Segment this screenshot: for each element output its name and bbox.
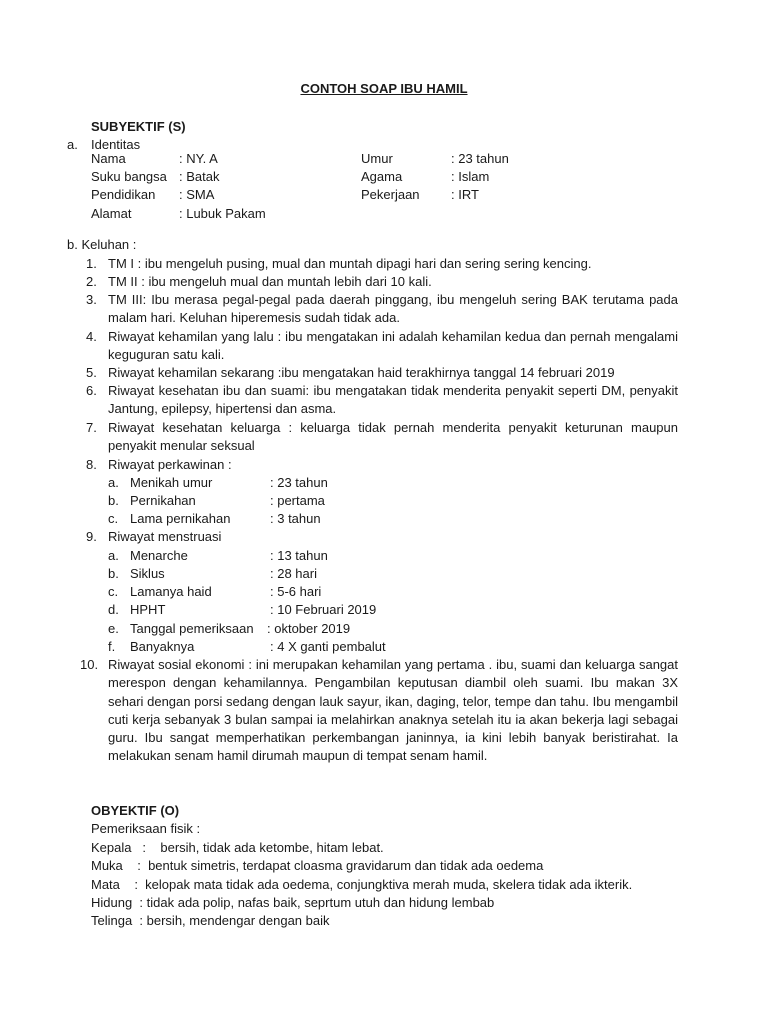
- sub-label: Tanggal pemeriksaan: [130, 621, 254, 636]
- list-item: Riwayat kesehatan keluarga : keluarga tidak pernah menderita penyakit keturunan maupun penyakit menular seksual: [108, 420, 678, 454]
- list-number: 8.: [86, 457, 97, 472]
- list-number: 10.: [80, 657, 99, 672]
- list-item: TM I : ibu mengeluh pusing, mual dan muntah dipagi hari dan sering sering kencing.: [108, 256, 592, 271]
- exam-item-mata: Mata : kelopak mata tidak ada oedema, conjungktiva merah muda, skelera tidak ada ikterik.: [91, 877, 633, 892]
- list-number: 5.: [86, 365, 97, 380]
- sub-value: : pertama: [270, 493, 325, 508]
- sub-marker: c.: [108, 511, 119, 526]
- keluhan-label: b. Keluhan :: [67, 237, 137, 252]
- list-item: TM III: Ibu merasa pegal-pegal pada daerah pinggang, ibu mengeluh sering BAK terutama pada malam hari. Keluhan hiperemesis sudah tidak ada.: [108, 292, 678, 326]
- identitas-label: Alamat: [91, 206, 132, 221]
- sub-label: Siklus: [130, 566, 165, 581]
- list-item: Riwayat kehamilan sekarang :ibu mengatakan haid terakhirnya tanggal 14 februari 2019: [108, 365, 615, 380]
- identitas-value: : Lubuk Pakam: [179, 206, 266, 221]
- identitas-value: : SMA: [179, 187, 215, 202]
- exam-item-kepala: Kepala : bersih, tidak ada ketombe, hitam lebat.: [91, 840, 384, 855]
- sub-marker: d.: [108, 602, 119, 617]
- identitas-label: Umur: [361, 151, 393, 166]
- identitas-value: : Islam: [451, 169, 490, 184]
- sub-marker: e.: [108, 621, 119, 636]
- objektif-heading: OBYEKTIF (O): [91, 803, 180, 818]
- identitas-label: Suku bangsa: [91, 169, 167, 184]
- sub-value: : 28 hari: [270, 566, 317, 581]
- sub-label: Lama pernikahan: [130, 511, 231, 526]
- sub-label: Pernikahan: [130, 493, 196, 508]
- list-number: 6.: [86, 383, 97, 398]
- sub-value: : oktober 2019: [267, 621, 351, 636]
- sub-marker: f.: [108, 639, 116, 654]
- list-item: Riwayat sosial ekonomi : ini merupakan kehamilan yang pertama . ibu, suami dan keluarga sangat merespon dengan kehamilannya. Pengambilan keputusan diambil oleh suami. Ibu makan 3X sehari dengan porsi sedang dengan lauk sayur, ikan, daging, telor, tempe dan tahu. Ibu mengambil cuti kerja sebanyak 3 bulan sampai ia melahirkan anaknya setelah itu ia akan bekerja lagi sebagai guru. Ibu sangat memperhatikan perkembangan janinnya, ia kini lebih banyak beristirahat. Ia melakukan senam hamil dirumah maupun di tempat senam hamil.: [108, 657, 678, 764]
- sub-marker: b.: [108, 493, 119, 508]
- list-item: Riwayat kehamilan yang lalu : ibu mengatakan ini adalah kehamilan kedua dan pernah mengalami keguguran satu kali.: [108, 329, 678, 363]
- sub-value: : 23 tahun: [270, 475, 328, 490]
- list-number: 2.: [86, 274, 97, 289]
- list-number: 1.: [86, 256, 97, 271]
- list-item: Riwayat kesehatan ibu dan suami: ibu mengatakan tidak menderita penyakit seperti DM, penyakit Jantung, epilepsy, hipertensi dan asma.: [108, 383, 678, 417]
- exam-item-telinga: Telinga : bersih, mendengar dengan baik: [91, 913, 330, 928]
- list-number: 7.: [86, 420, 97, 435]
- page-title: CONTOH SOAP IBU HAMIL: [300, 81, 468, 96]
- section-a-marker: a.: [67, 137, 78, 152]
- identitas-value: : NY. A: [179, 151, 218, 166]
- sub-value: : 4 X ganti pembalut: [270, 639, 386, 654]
- sub-label: Lamanya haid: [130, 584, 212, 599]
- identitas-label: Pendidikan: [91, 187, 156, 202]
- sub-label: Menikah umur: [130, 475, 213, 490]
- sub-marker: b.: [108, 566, 119, 581]
- exam-item-hidung: Hidung : tidak ada polip, nafas baik, seprtum utuh dan hidung lembab: [91, 895, 495, 910]
- list-item: Riwayat menstruasi: [108, 529, 222, 544]
- section-a-label: Identitas: [91, 137, 141, 152]
- identitas-value: : 23 tahun: [451, 151, 509, 166]
- sub-value: : 3 tahun: [270, 511, 321, 526]
- pemeriksaan-fisik-label: Pemeriksaan fisik :: [91, 821, 201, 836]
- sub-label: Menarche: [130, 548, 188, 563]
- identitas-value: : IRT: [451, 187, 479, 202]
- identitas-value: : Batak: [179, 169, 220, 184]
- identitas-label: Nama: [91, 151, 126, 166]
- identitas-label: Pekerjaan: [361, 187, 420, 202]
- list-item: Riwayat perkawinan :: [108, 457, 232, 472]
- list-item: TM II : ibu mengeluh mual dan muntah lebih dari 10 kali.: [108, 274, 432, 289]
- list-number: 4.: [86, 329, 97, 344]
- sub-marker: a.: [108, 548, 119, 563]
- list-number: 3.: [86, 292, 97, 307]
- sub-value: : 10 Februari 2019: [270, 602, 377, 617]
- sub-label: HPHT: [130, 602, 166, 617]
- identitas-label: Agama: [361, 169, 403, 184]
- sub-value: : 5-6 hari: [270, 584, 322, 599]
- exam-item-muka: Muka : bentuk simetris, terdapat cloasma gravidarum dan tidak ada oedema: [91, 858, 544, 873]
- subjektif-heading: SUBYEKTIF (S): [91, 119, 186, 134]
- sub-marker: c.: [108, 584, 119, 599]
- list-number: 9.: [86, 529, 97, 544]
- sub-label: Banyaknya: [130, 639, 195, 654]
- sub-value: : 13 tahun: [270, 548, 328, 563]
- sub-marker: a.: [108, 475, 119, 490]
